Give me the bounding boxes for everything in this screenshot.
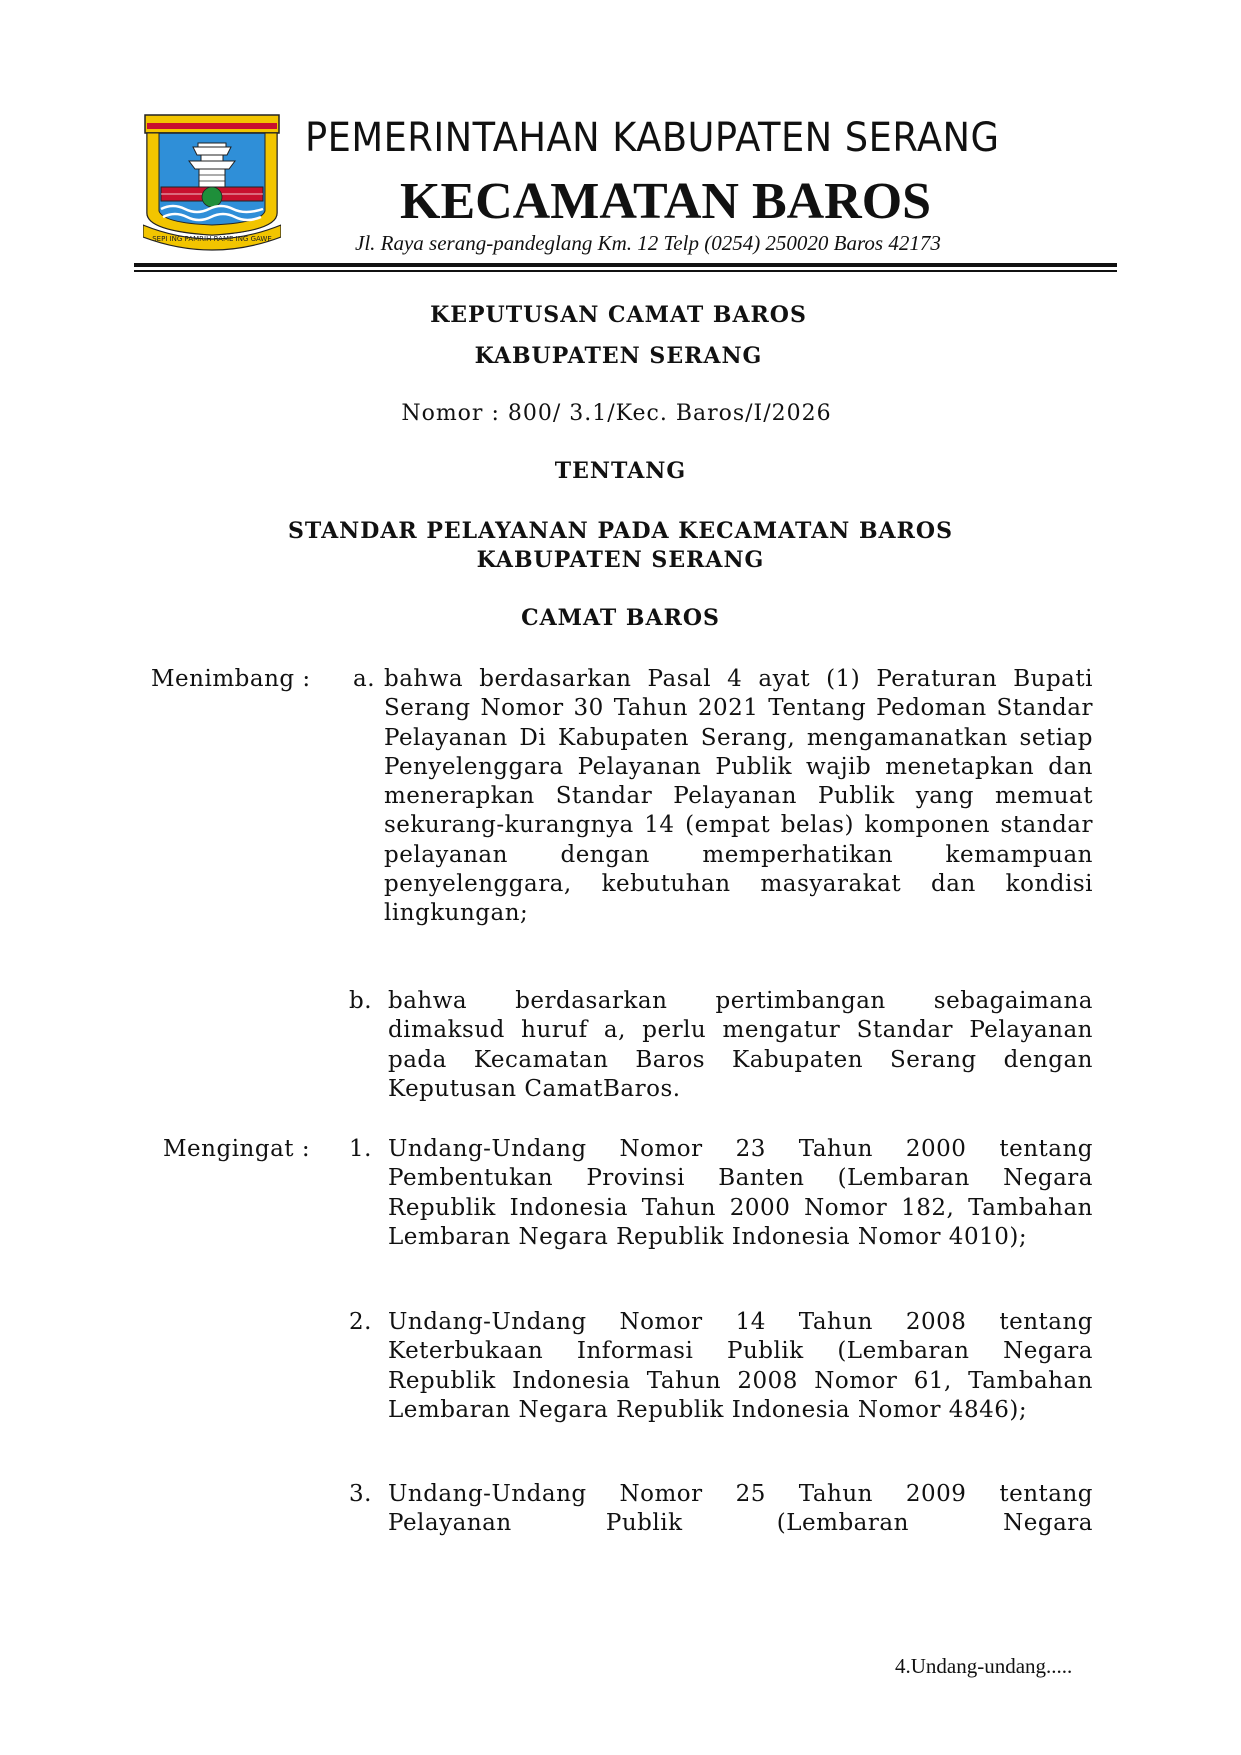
menimbang-item-a-text: bahwa berdasarkan Pasal 4 ayat (1) Peraturan Bupati Serang Nomor 30 Tahun 2021 Tentang Pedoman Standar Pelayanan Di Kabupaten Serang, mengamanatkan setiap Penyelenggara Pelayanan Publik wajib menetapkan dan menerapkan Standar Pelayanan Publik yang memuat sekurang-kurangnya 14 (empat belas) komponen standar pelayanan dengan memperhatikan kemampuan penyelenggara, kebutuhan masyarakat dan kondisi lingkungan; bbox=[384, 666, 1093, 927]
decree-tentang: TENTANG bbox=[554, 458, 687, 484]
menimbang-item-b-text: bahwa berdasarkan pertimbangan sebagaimana dimaksud huruf a, perlu mengatur Standar Pelayanan pada Kecamatan Baros Kabupaten Serang dengan Keputusan CamatBaros. bbox=[388, 988, 1093, 1102]
menimbang-label: Menimbang : bbox=[151, 666, 311, 692]
letterhead-government: PEMERINTAHAN KABUPATEN SERANG bbox=[305, 115, 1000, 161]
mengingat-label: Mengingat : bbox=[163, 1136, 311, 1162]
decree-title: KEPUTUSAN CAMAT BAROS bbox=[430, 302, 807, 328]
mengingat-item-1-text: Undang-Undang Nomor 23 Tahun 2000 tentang Pembentukan Provinsi Banten (Lembaran Negara Republik Indonesia Tahun 2000 Nomor 182, Tambahan Lembaran Negara Republik Indonesia Nomor 4010); bbox=[388, 1136, 1093, 1250]
menimbang-item-b-marker: b. bbox=[349, 988, 373, 1014]
letterhead-rule-thick bbox=[134, 263, 1117, 267]
decree-subject-line2: KABUPATEN SERANG bbox=[476, 547, 765, 573]
mengingat-item-2-marker: 2. bbox=[349, 1309, 372, 1335]
kabupaten-serang-logo bbox=[143, 113, 281, 253]
menimbang-item-a-marker: a. bbox=[353, 666, 376, 692]
mengingat-item-3-text: Undang-Undang Nomor 25 Tahun 2009 tentang Pelayanan Publik (Lembaran Negara bbox=[388, 1481, 1093, 1537]
decree-official: CAMAT BAROS bbox=[521, 605, 720, 631]
letterhead-address: Jl. Raya serang-pandeglang Km. 12 Telp (0254) 250020 Baros 42173 bbox=[355, 231, 941, 255]
letterhead-rule-thin bbox=[134, 270, 1117, 272]
decree-region: KABUPATEN SERANG bbox=[474, 343, 763, 369]
mengingat-item-3-marker: 3. bbox=[349, 1481, 372, 1507]
decree-subject-line1: STANDAR PELAYANAN PADA KECAMATAN BAROS bbox=[288, 518, 953, 544]
page-continuation: 4.Undang-undang..... bbox=[895, 1654, 1073, 1678]
letterhead-office: KECAMATAN BAROS bbox=[400, 173, 932, 230]
logo-motto: SEPI ING PAMRIH RAME ING GAWE bbox=[152, 235, 272, 243]
mengingat-item-2-text: Undang-Undang Nomor 14 Tahun 2008 tentang Keterbukaan Informasi Publik (Lembaran Negara Republik Indonesia Tahun 2008 Nomor 61, Tambahan Lembaran Negara Republik Indonesia Nomor 4846); bbox=[388, 1309, 1093, 1423]
mengingat-item-1-marker: 1. bbox=[349, 1136, 372, 1162]
decree-number: Nomor : 800/ 3.1/Kec. Baros/I/2026 bbox=[401, 401, 832, 426]
